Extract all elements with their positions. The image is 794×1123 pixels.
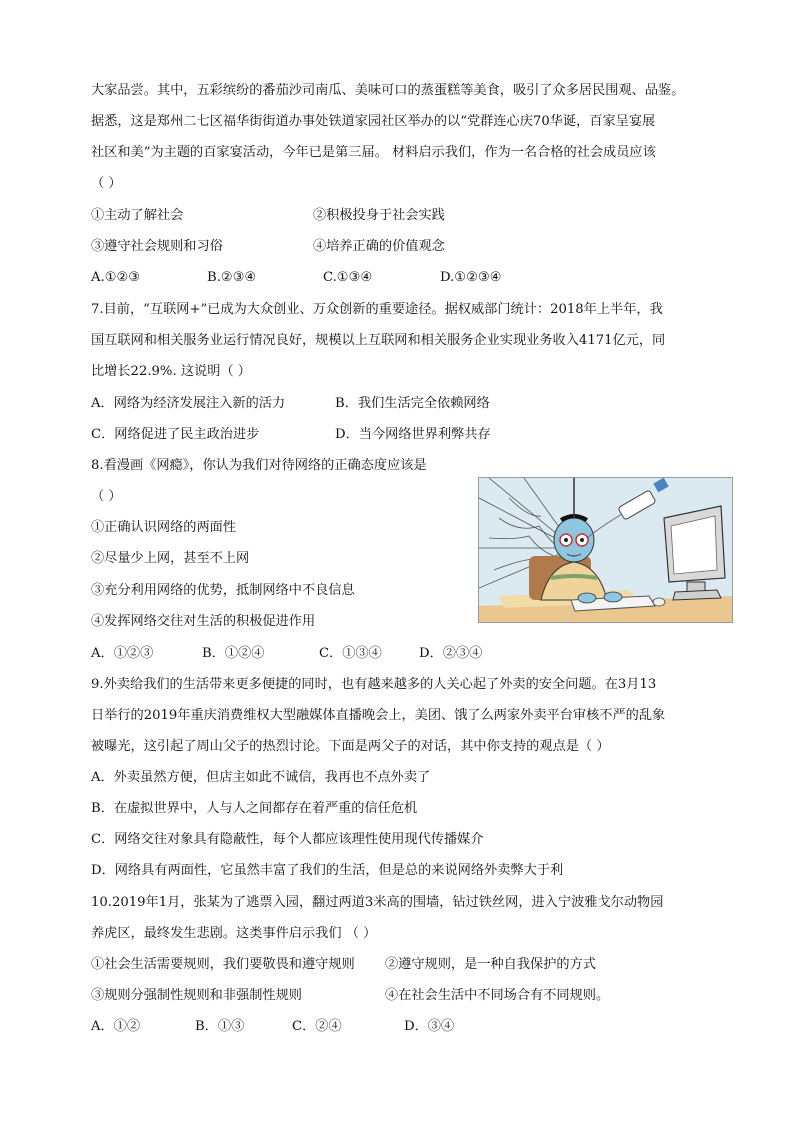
q9-option-d[interactable]: D．网络具有两面性，它虽然丰富了我们的生活，但是总的来说网络外卖弊大于利: [91, 863, 564, 878]
intro-line-1: 大家品尝。其中，五彩缤纷的番茄沙司南瓜、美味可口的蒸蛋糕等美食，吸引了众多居民围观、品鉴。: [91, 83, 685, 98]
q9-option-a[interactable]: A．外卖虽然方便，但店主如此不诚信，我再也不点外卖了: [91, 770, 431, 785]
q8-option-d[interactable]: D．②③④: [419, 646, 483, 661]
q7-option-a[interactable]: A．网络为经济发展注入新的活力: [91, 396, 286, 411]
q9-option-c[interactable]: C．网络交往对象具有隐蔽性，每个人都应该理性使用现代传播媒介: [91, 832, 484, 847]
q6-statement-4: ④培养正确的价值观念: [313, 239, 445, 254]
q10-option-d[interactable]: D．③④: [404, 1019, 455, 1034]
q10-stem-line-2: 养虎区，最终发生悲剧。这类事件启示我们 （ ）: [91, 926, 377, 941]
q8-statement-1: ①正确认识网络的两面性: [91, 520, 237, 535]
q10-option-a[interactable]: A．①②: [91, 1019, 141, 1034]
q7-stem-line-2: 国互联网和相关服务业运行情况良好，规模以上互联网和相关服务企业实现业务收入4171亿元，同: [91, 333, 666, 348]
q6-option-d[interactable]: D.①②③④: [440, 270, 502, 285]
intro-line-3: 社区和美”为主题的百家宴活动，今年已是第三届。 材料启示我们，作为一名合格的社会成员应该: [91, 145, 656, 160]
q10-option-b[interactable]: B．①③: [195, 1019, 245, 1034]
q6-statement-3: ③遵守社会规则和习俗: [91, 239, 223, 254]
q8-statement-4: ④发挥网络交往对生活的积极促进作用: [91, 614, 316, 629]
q6-option-c[interactable]: C.①③④: [323, 270, 373, 285]
intro-answer-blank: （ ）: [91, 176, 122, 191]
q9-option-b[interactable]: B．在虚拟世界中，人与人之间都存在着严重的信任危机: [91, 801, 418, 816]
q7-stem-line-3: 比增长22.9%. 这说明（ ）: [91, 364, 251, 379]
q6-statement-1: ①主动了解社会: [91, 208, 184, 223]
q7-option-d[interactable]: D．当今网络世界利弊共存: [335, 427, 491, 442]
q10-option-c[interactable]: C．②④: [292, 1019, 342, 1034]
q8-statement-2: ②尽量少上网，甚至不上网: [91, 551, 250, 566]
q9-stem-line-2: 日举行的2019年重庆消费维权大型融媒体直播晚会上，美团、饿了么两家外卖平台审核不严的乱象: [91, 708, 666, 723]
q8-option-c[interactable]: C．①③④: [319, 646, 382, 661]
q8-stem-line-1: 8.看漫画《网瘾》，你认为我们对待网络的正确态度应该是: [91, 458, 427, 473]
internet-addiction-cartoon: [478, 477, 733, 623]
q6-option-b[interactable]: B.②③④: [207, 270, 257, 285]
q10-statement-1: ①社会生活需要规则，我们要敬畏和遵守规则: [91, 957, 355, 972]
q9-stem-line-1: 9.外卖给我们的生活带来更多便捷的同时，也有越来越多的人关心起了外卖的安全问题。在3月13: [91, 677, 657, 692]
q6-option-a[interactable]: A.①②③: [91, 270, 141, 285]
q7-stem-line-1: 7.目前，“互联网+”已成为大众创业、万众创新的重要途径。据权威部门统计：2018年上半年，我: [91, 302, 663, 317]
q7-option-b[interactable]: B．我们生活完全依赖网络: [335, 396, 490, 411]
q8-option-b[interactable]: B．①②④: [202, 646, 265, 661]
cartoon-drawing: [479, 478, 732, 622]
q10-statement-2: ②遵守规则，是一种自我保护的方式: [385, 957, 596, 972]
intro-line-2: 据悉，这是郑州二七区福华街街道办事处铁道家园社区举办的以“党群连心庆70华诞，百家呈宴展: [91, 114, 656, 129]
q9-stem-line-3: 被曝光，这引起了周山父子的热烈讨论。下面是两父子的对话，其中你支持的观点是（ ）: [91, 739, 610, 754]
q8-option-a[interactable]: A．①②③: [91, 646, 154, 661]
q10-statement-3: ③规则分强制性规则和非强制性规则: [91, 988, 302, 1003]
mouse: [653, 598, 665, 606]
q6-statement-2: ②积极投身于社会实践: [313, 208, 445, 223]
q10-statement-4: ④在社会生活中不同场合有不同规则。: [385, 988, 610, 1003]
q10-stem-line-1: 10.2019年1月，张某为了逃票入园，翻过两道3米高的围墙，钻过铁丝网，进入宁波雅戈尔动物园: [91, 895, 664, 910]
q8-statement-3: ③充分利用网络的优势，抵制网络中不良信息: [91, 583, 355, 598]
q8-answer-blank: （ ）: [91, 489, 122, 504]
q7-option-c[interactable]: C．网络促进了民主政治进步: [91, 427, 260, 442]
